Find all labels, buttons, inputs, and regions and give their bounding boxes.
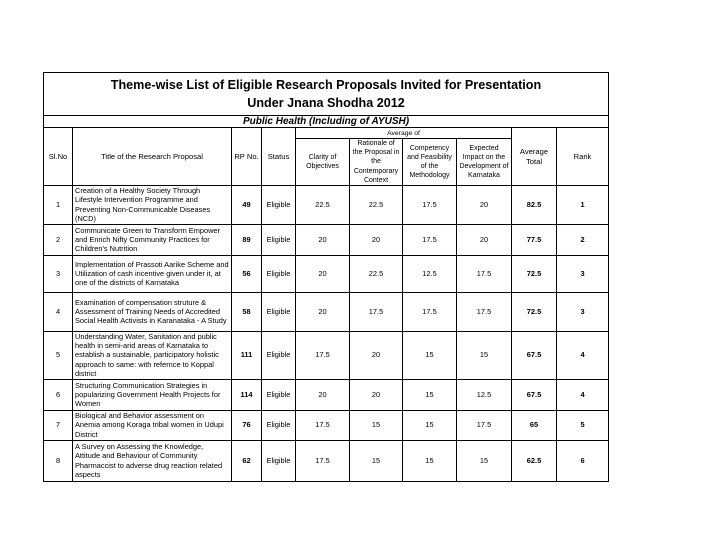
cell-average-total: 72.5 [512, 255, 557, 292]
table-row [44, 440, 609, 481]
header-rp-no: RP No. [232, 128, 262, 186]
cell-sl-no: 4 [44, 292, 73, 331]
document-title [44, 73, 609, 116]
cell-average-total: 65 [512, 410, 557, 440]
cell-rp-no: 56 [232, 255, 262, 292]
header-rank: Rank [557, 128, 609, 186]
cell-rank: 3 [557, 292, 609, 331]
cell-rp-no: 111 [232, 331, 262, 379]
cell-clarity: 17.5 [296, 410, 350, 440]
cell-rp-no: 76 [232, 410, 262, 440]
cell-average-total: 67.5 [512, 331, 557, 379]
cell-sl-no: 5 [44, 331, 73, 379]
cell-rationale: 20 [350, 331, 403, 379]
cell-rationale: 20 [350, 224, 403, 255]
cell-impact: 17.5 [457, 410, 512, 440]
cell-title: Examination of compensation struture & Assessment of Training Needs of Accredited Social Health Activists in Karanataka - A Study [73, 292, 232, 331]
cell-status: Eligible [262, 186, 296, 225]
table-row [44, 331, 609, 379]
header-sl-no: Sl.No [44, 128, 73, 186]
cell-competency: 12.5 [403, 255, 457, 292]
header-status: Status [262, 128, 296, 186]
cell-competency: 17.5 [403, 292, 457, 331]
cell-competency: 15 [403, 440, 457, 481]
cell-title: Implementation of Prassoti Aarike Scheme and Utilization of cash incentive given under it, at one of the districts of Karnataka [73, 255, 232, 292]
cell-status: Eligible [262, 292, 296, 331]
table-row [44, 292, 609, 331]
cell-sl-no: 7 [44, 410, 73, 440]
header-average-total: Average Total [512, 128, 557, 186]
cell-competency: 15 [403, 331, 457, 379]
cell-title: Structuring Communication Strategies in popularizing Government Health Projects for Women [73, 379, 232, 410]
cell-rp-no: 114 [232, 379, 262, 410]
cell-rp-no: 62 [232, 440, 262, 481]
cell-rp-no: 49 [232, 186, 262, 225]
cell-competency: 17.5 [403, 186, 457, 225]
cell-sl-no: 1 [44, 186, 73, 225]
cell-impact: 17.5 [457, 292, 512, 331]
table-body [44, 186, 609, 482]
cell-rationale: 15 [350, 440, 403, 481]
cell-title: Understanding Water, Sanitation and public health in semi-arid areas of Karnataka to establish a sustainable, participatory holistic approach to same: with refernce to Koppal district [73, 331, 232, 379]
title-line-2: Under Jnana Shodha 2012 [247, 96, 405, 110]
cell-impact: 20 [457, 224, 512, 255]
cell-clarity: 17.5 [296, 331, 350, 379]
cell-status: Eligible [262, 224, 296, 255]
cell-rank: 2 [557, 224, 609, 255]
cell-sl-no: 2 [44, 224, 73, 255]
header-average-of: Average of [296, 128, 512, 139]
cell-title: Communicate Green to Transform Empower and Enrich Nifty Community Practices for Children's Nutrition [73, 224, 232, 255]
proposal-sheet [43, 72, 608, 482]
table-row [44, 224, 609, 255]
table-row [44, 379, 609, 410]
cell-rationale: 20 [350, 379, 403, 410]
cell-clarity: 20 [296, 379, 350, 410]
cell-clarity: 17.5 [296, 440, 350, 481]
title-line-1: Theme-wise List of Eligible Research Proposals Invited for Presentation [110, 78, 542, 92]
cell-rank: 6 [557, 440, 609, 481]
cell-clarity: 20 [296, 255, 350, 292]
cell-impact: 15 [457, 331, 512, 379]
cell-rationale: 22.5 [350, 255, 403, 292]
cell-competency: 15 [403, 379, 457, 410]
cell-clarity: 22.5 [296, 186, 350, 225]
proposals-table [43, 72, 609, 482]
theme-heading: Public Health (Including of AYUSH) [44, 116, 609, 128]
cell-competency: 15 [403, 410, 457, 440]
cell-status: Eligible [262, 379, 296, 410]
cell-rationale: 22.5 [350, 186, 403, 225]
cell-impact: 12.5 [457, 379, 512, 410]
header-clarity: Clarity of Objectives [296, 139, 350, 186]
cell-rp-no: 89 [232, 224, 262, 255]
header-title: Title of the Research Proposal [73, 128, 232, 186]
cell-average-total: 77.5 [512, 224, 557, 255]
cell-rank: 1 [557, 186, 609, 225]
cell-status: Eligible [262, 331, 296, 379]
cell-clarity: 20 [296, 292, 350, 331]
cell-sl-no: 6 [44, 379, 73, 410]
cell-impact: 20 [457, 186, 512, 225]
cell-rationale: 17.5 [350, 292, 403, 331]
cell-competency: 17.5 [403, 224, 457, 255]
table-row [44, 255, 609, 292]
cell-status: Eligible [262, 410, 296, 440]
cell-average-total: 67.5 [512, 379, 557, 410]
cell-rp-no: 58 [232, 292, 262, 331]
cell-average-total: 62.5 [512, 440, 557, 481]
cell-status: Eligible [262, 440, 296, 481]
cell-rank: 3 [557, 255, 609, 292]
cell-sl-no: 8 [44, 440, 73, 481]
cell-rationale: 15 [350, 410, 403, 440]
cell-sl-no: 3 [44, 255, 73, 292]
cell-impact: 15 [457, 440, 512, 481]
cell-title: A Survey on Assessing the Knowledge, Attitude and Behaviour of Community Pharmaccist to adverse drug reaction related aspects [73, 440, 232, 481]
cell-average-total: 72.5 [512, 292, 557, 331]
table-row [44, 186, 609, 225]
cell-rank: 5 [557, 410, 609, 440]
header-competency: Competency and Feasibility of the Methodology [403, 139, 457, 186]
cell-title: Creation of a Healthy Society Through Lifestyle Intervention Programme and Preventing Non-Communicable Diseases (NCD) [73, 186, 232, 225]
cell-title: Biological and Behavior assessment on Anemia among Koraga tribal women in Udupi District [73, 410, 232, 440]
cell-impact: 17.5 [457, 255, 512, 292]
cell-average-total: 82.5 [512, 186, 557, 225]
cell-rank: 4 [557, 379, 609, 410]
header-rationale: Rationale of the Proposal in the Contemporary Context [350, 139, 403, 186]
header-impact: Expected Impact on the Development of Karnataka [457, 139, 512, 186]
cell-rank: 4 [557, 331, 609, 379]
table-row [44, 410, 609, 440]
cell-clarity: 20 [296, 224, 350, 255]
cell-status: Eligible [262, 255, 296, 292]
